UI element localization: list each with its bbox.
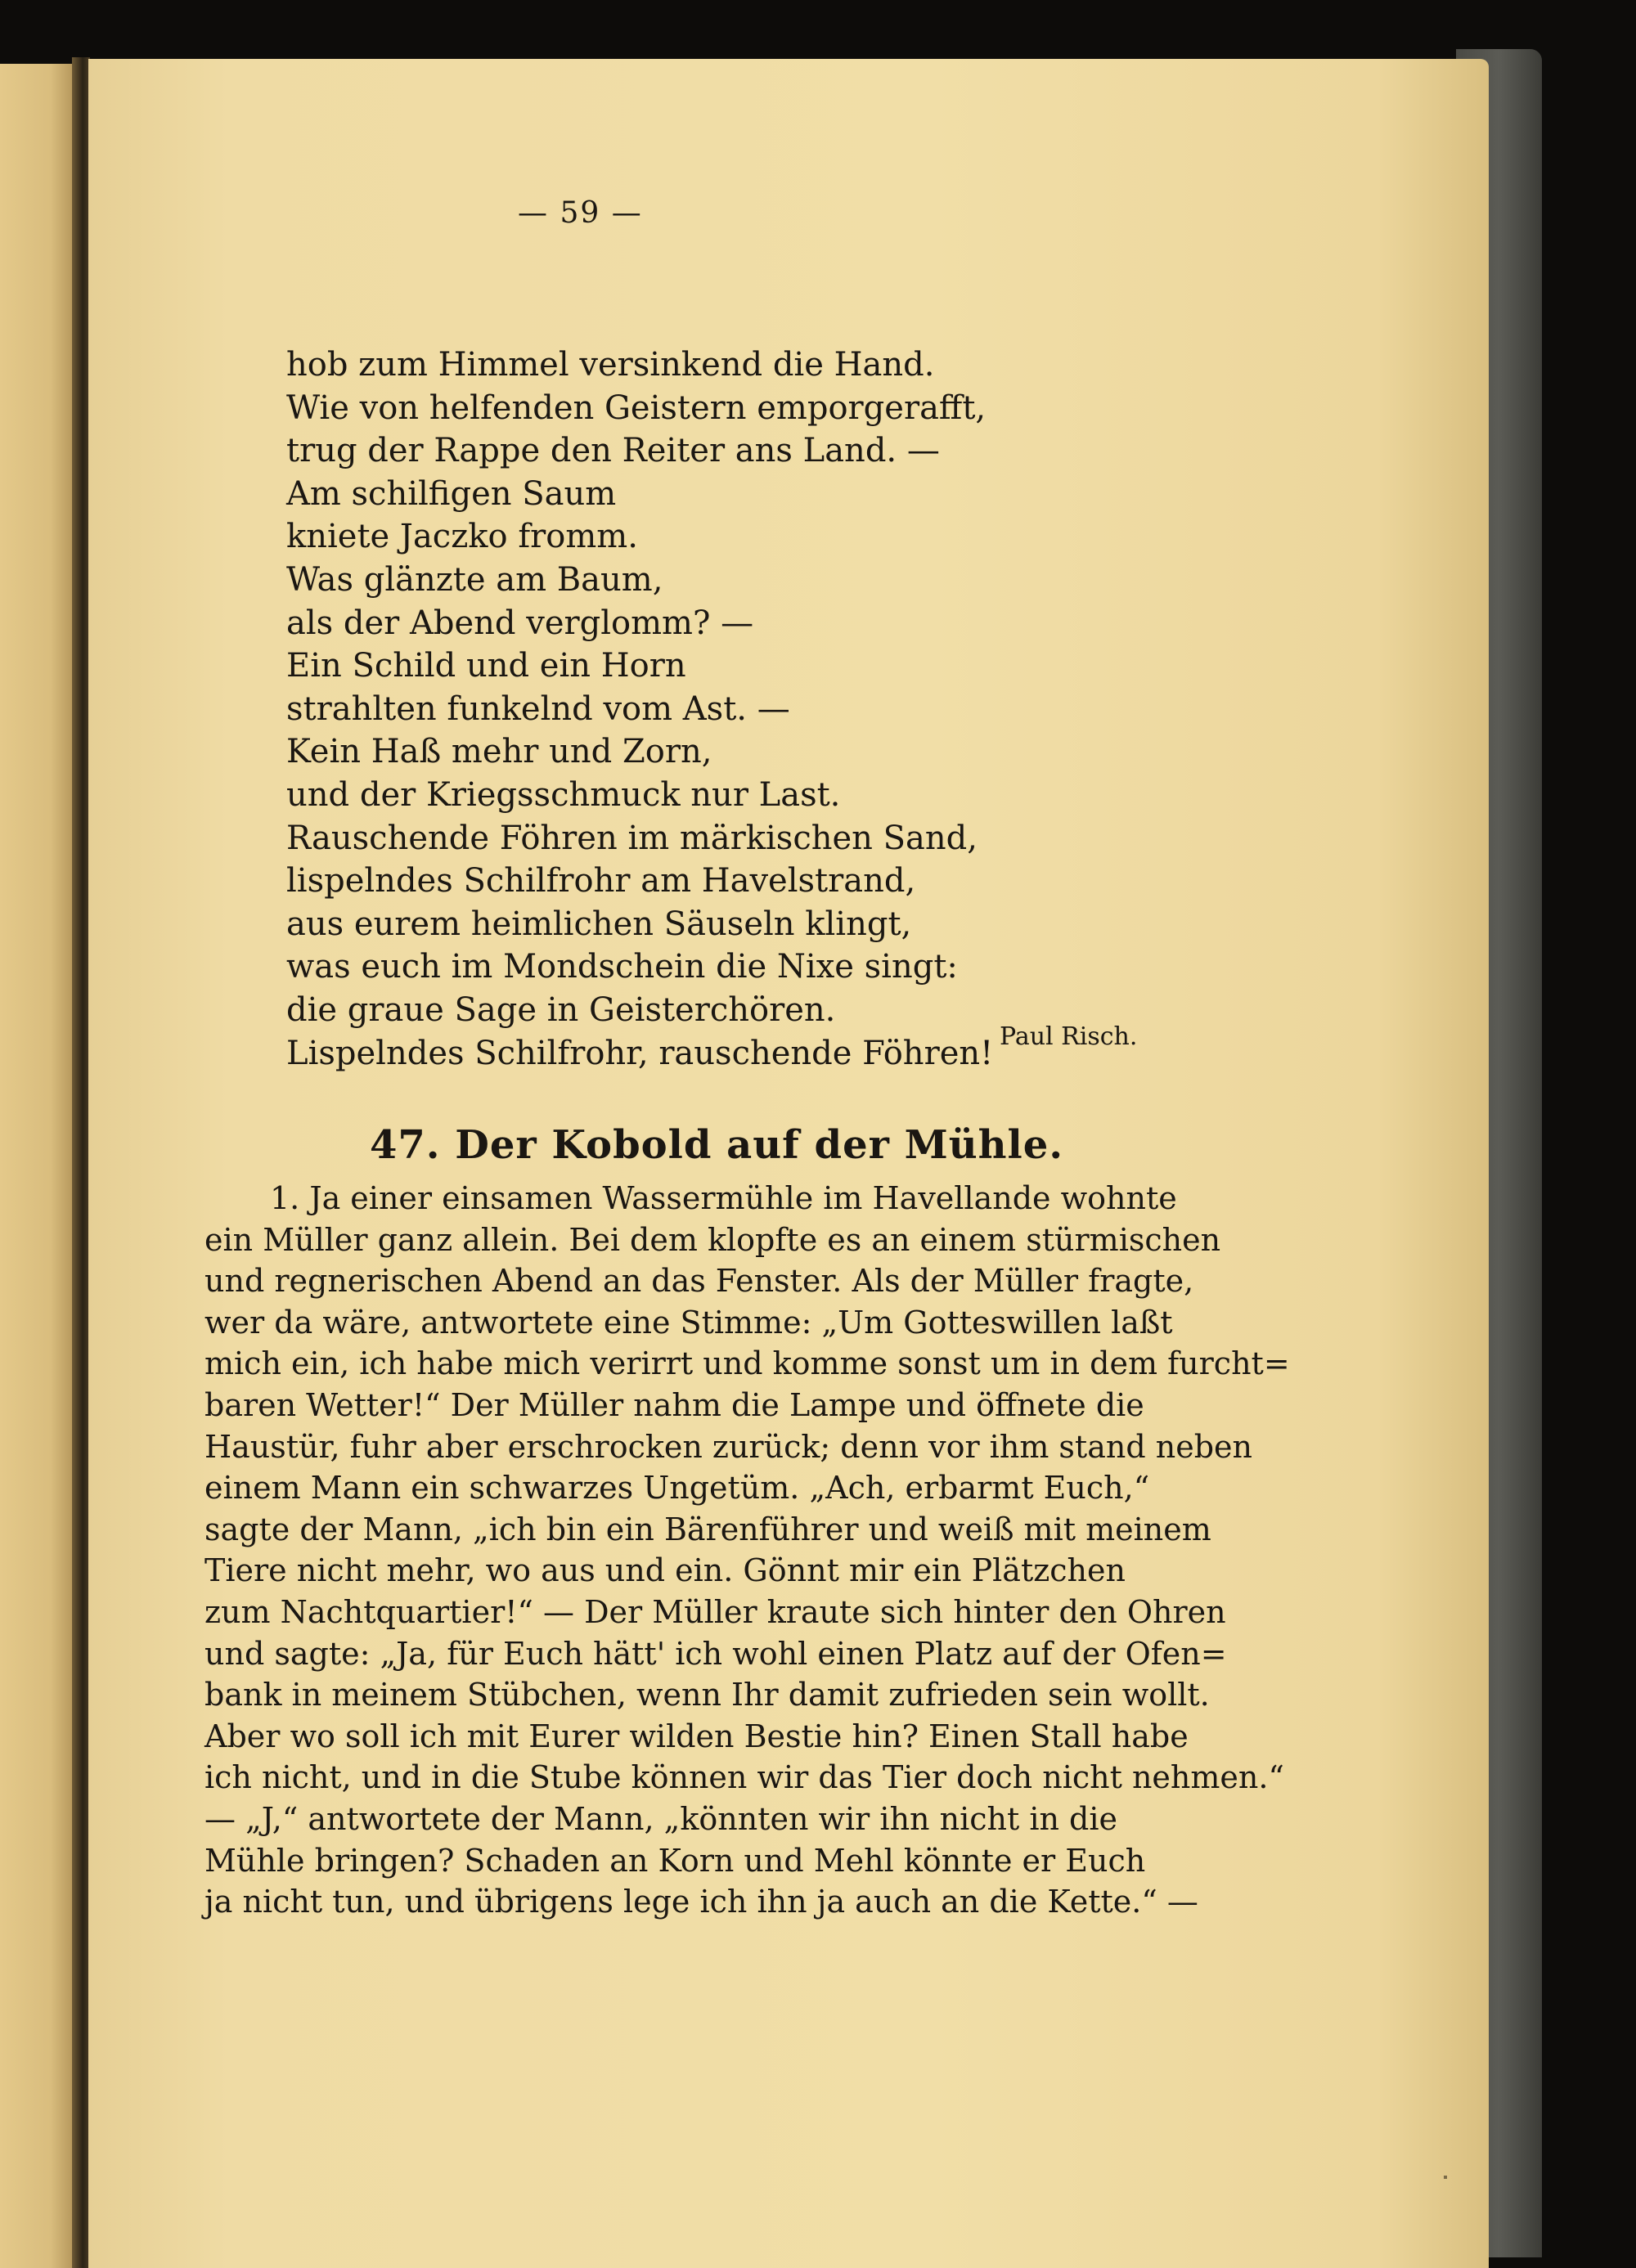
poem-line: kniete Jaczko fromm. [286, 518, 638, 556]
book-gutter [72, 57, 90, 2268]
story-line: einem Mann ein schwarzes Ungetüm. „Ach, erbarmt Euch,“ [204, 1470, 1150, 1507]
story-line: und sagte: „Ja, für Euch hätt' ich wohl einen Platz auf der Ofen= [204, 1635, 1227, 1672]
story-line: ja nicht tun, und übrigens lege ich ihn ja auch an die Kette.“ — [204, 1884, 1198, 1920]
story-line: Aber wo soll ich mit Eurer wilden Bestie hin? Einen Stall habe [204, 1718, 1189, 1754]
story-line: ich nicht, und in die Stube können wir das Tier doch nicht nehmen.“ [204, 1759, 1284, 1796]
story-line: baren Wetter!“ Der Müller nahm die Lampe und öffnete die [204, 1386, 1144, 1423]
poem-author: Paul Risch. [1000, 1022, 1138, 1051]
story-line: Haustür, fuhr aber erschrocken zurück; denn vor ihm stand neben [204, 1428, 1252, 1465]
poem [286, 344, 993, 1075]
poem-line: Am schilfigen Saum [286, 474, 617, 513]
poem-line: Wie von helfenden Geistern emporgerafft, [286, 388, 987, 427]
story-line: ein Müller ganz allein. Bei dem klopfte es an einem stürmischen [204, 1221, 1221, 1258]
page-number: — 59 — [518, 196, 643, 230]
section-heading: 47. Der Kobold auf der Mühle. [370, 1122, 1064, 1168]
poem-line: strahlten funkelnd vom Ast. — [286, 689, 790, 728]
story-line: — „J,“ antwortete der Mann, „könnten wir ihn nicht in die [204, 1800, 1118, 1837]
story-text [204, 1178, 1290, 1923]
story-line: bank in meinem Stübchen, wenn Ihr damit zufrieden sein wollt. [204, 1677, 1210, 1713]
poem-line: hob zum Himmel versinkend die Hand. [286, 346, 935, 384]
story-line: Mühle bringen? Schaden an Korn und Mehl könnte er Euch [204, 1842, 1146, 1879]
story-line: Tiere nicht mehr, wo aus und ein. Gönnt mir ein Plätzchen [204, 1552, 1126, 1589]
story-line: sagte der Mann, „ich bin ein Bärenführer und weiß mit meinem [204, 1511, 1211, 1547]
left-page-edge [0, 64, 72, 2268]
poem-line: was euch im Mondschein die Nixe singt: [286, 948, 958, 986]
poem-line: Was glänzte am Baum, [286, 560, 663, 599]
poem-line: Ein Schild und ein Horn [286, 647, 686, 685]
story-line: und regnerischen Abend an das Fenster. Als der Müller fragte, [204, 1263, 1194, 1300]
poem-line: Lispelndes Schilfrohr, rauschende Föhren! [286, 1034, 994, 1072]
poem-line: Kein Haß mehr und Zorn, [286, 733, 712, 771]
poem-line: als der Abend verglomm? — [286, 604, 754, 642]
story-line: mich ein, ich habe mich verirrt und komme sonst um in dem furcht= [204, 1345, 1290, 1382]
poem-line: Rauschende Föhren im märkischen Sand, [286, 819, 978, 857]
poem-line: und der Kriegsschmuck nur Last. [286, 775, 841, 814]
scan-speck [1444, 2176, 1447, 2179]
poem-line: aus eurem heimlichen Säuseln klingt, [286, 905, 912, 943]
poem-line: trug der Rappe den Reiter ans Land. — [286, 432, 940, 470]
poem-line: lispelndes Schilfrohr am Havelstrand, [286, 862, 916, 900]
poem-line: die graue Sage in Geisterchören. [286, 990, 836, 1029]
story-line: zum Nachtquartier!“ — Der Müller kraute sich hinter den Ohren [204, 1593, 1226, 1630]
story-line: 1. Ja einer einsamen Wassermühle im Havellande wohnte [270, 1180, 1177, 1216]
story-line: wer da wäre, antwortete eine Stimme: „Um Gotteswillen laßt [204, 1304, 1173, 1341]
